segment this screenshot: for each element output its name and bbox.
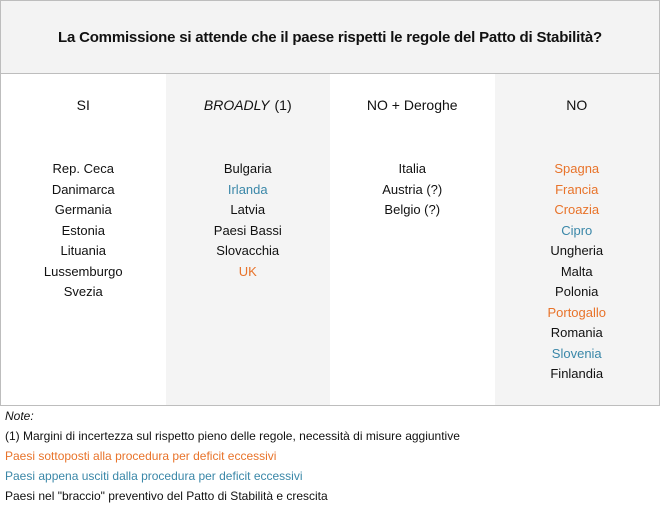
country-item: Estonia — [61, 222, 105, 238]
notes-heading: Note: — [5, 409, 34, 423]
column-header-label: NO + Deroghe — [366, 97, 458, 113]
country-item: Finlandia — [550, 366, 604, 381]
note-line: Paesi nel "braccio" preventivo del Patto di Stabilità e crescita — [5, 489, 328, 503]
country-list-no-deroghe — [382, 159, 442, 221]
notes-lines — [5, 426, 460, 506]
country-list-no — [547, 159, 606, 385]
country-item: Paesi Bassi — [213, 222, 282, 238]
country-item: Danimarca — [51, 181, 115, 197]
country-item: Slovenia — [551, 345, 602, 361]
country-list-broadly — [214, 159, 282, 282]
country-item: Romania — [550, 325, 603, 340]
country-item: Bulgaria — [223, 161, 272, 176]
country-item: Polonia — [555, 284, 599, 299]
country-item: Irlanda — [227, 181, 268, 197]
note-line: (1) Margini di incertezza sul rispetto pieno delle regole, necessità di misure aggiuntive — [5, 429, 460, 443]
column-header-italic: BROADLY — [203, 97, 270, 113]
column-broadly — [166, 74, 331, 405]
country-item: Rep. Ceca — [52, 161, 114, 176]
column-header-label: NO — [566, 97, 588, 113]
country-item: Belgio (?) — [384, 202, 441, 217]
country-item: Germania — [54, 202, 112, 217]
column-no-deroghe — [330, 74, 495, 405]
country-item: Lituania — [60, 243, 107, 258]
column-si — [1, 74, 166, 405]
country-item: Cipro — [561, 222, 593, 238]
column-header-broadly — [166, 74, 331, 136]
country-item: Austria (?) — [382, 181, 443, 197]
column-header-no-deroghe — [330, 74, 495, 136]
country-item: Malta — [560, 263, 593, 279]
country-item: Svezia — [63, 284, 103, 299]
country-item: Croazia — [554, 202, 600, 217]
country-item: Latvia — [230, 202, 266, 217]
note-line: Paesi appena usciti dalla procedura per deficit eccessivi — [5, 469, 303, 483]
country-item: Italia — [398, 161, 426, 176]
column-header-label: SI — [76, 97, 90, 113]
note-line: Paesi sottoposti alla procedura per deficit eccessivi — [5, 449, 277, 463]
column-header-si — [1, 74, 166, 136]
column-header-label: (1) — [274, 97, 292, 113]
column-header-no — [495, 74, 660, 136]
table-columns — [1, 74, 659, 405]
table-title: La Commissione si attende che il paese rispetti le regole del Patto di Stabilità? — [1, 1, 659, 74]
country-item: Francia — [555, 181, 599, 197]
country-list-si — [44, 159, 123, 303]
country-item: Portogallo — [547, 304, 607, 320]
country-item: Spagna — [554, 161, 600, 176]
notes — [5, 406, 460, 506]
country-item: Slovacchia — [216, 243, 280, 258]
country-item: Ungheria — [550, 243, 604, 258]
column-no — [495, 74, 660, 405]
country-item: UK — [238, 263, 257, 279]
country-item: Lussemburgo — [43, 263, 123, 279]
